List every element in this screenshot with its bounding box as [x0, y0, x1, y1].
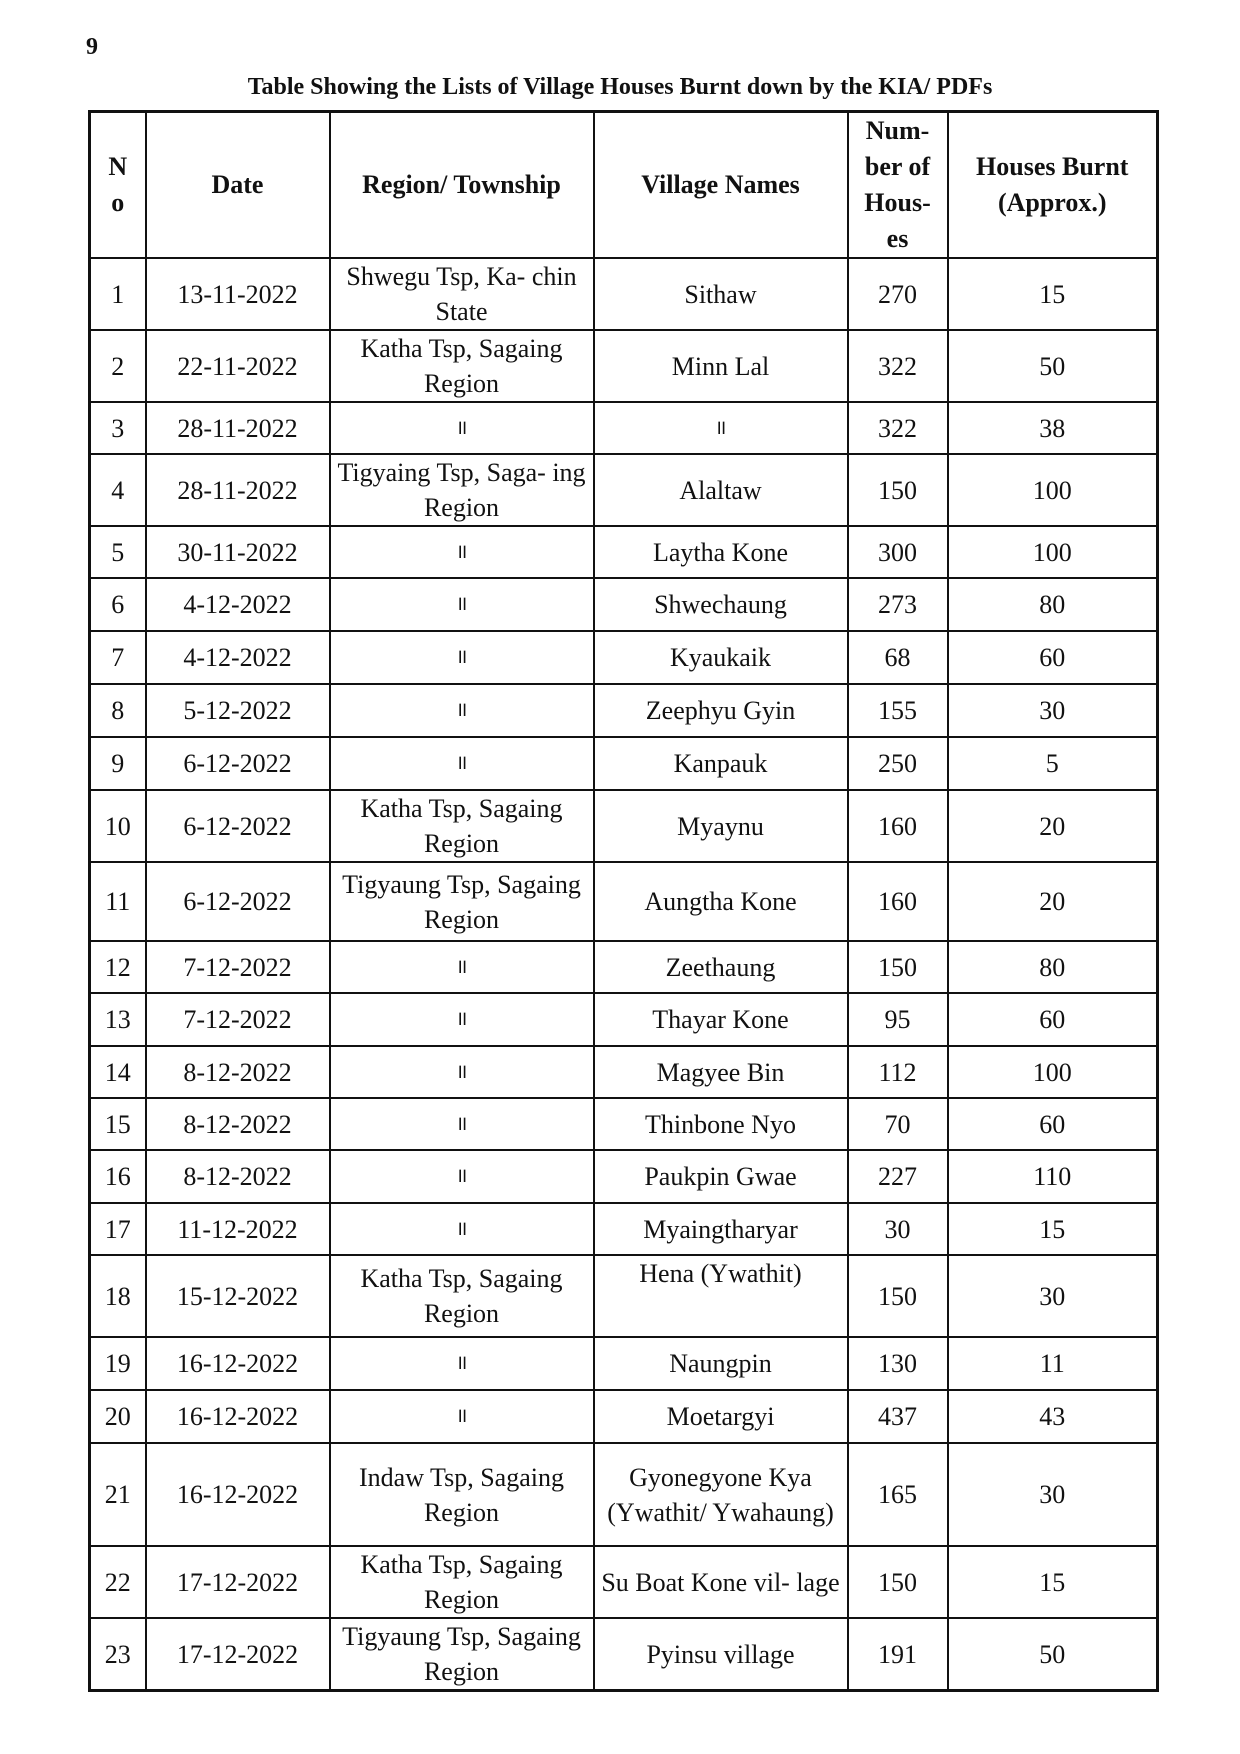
cell-no: 9: [90, 737, 146, 790]
cell-village-name: Paukpin Gwae: [594, 1150, 848, 1203]
cell-region-township: ॥: [330, 684, 594, 737]
cell-region-township: ॥: [330, 1390, 594, 1443]
cell-number-of-houses: 95: [848, 993, 948, 1046]
cell-date: 17-12-2022: [146, 1546, 330, 1618]
table-row: [90, 790, 1158, 862]
cell-village-name: Naungpin: [594, 1337, 848, 1390]
table-row: [90, 737, 1158, 790]
table-row: [90, 454, 1158, 526]
header-date: Date: [146, 112, 330, 259]
cell-houses-burnt: 110: [948, 1150, 1158, 1203]
table-row: [90, 1098, 1158, 1150]
cell-date: 6-12-2022: [146, 790, 330, 862]
cell-region-township: Katha Tsp, Sagaing Region: [330, 1546, 594, 1618]
cell-region-township: Katha Tsp, Sagaing Region: [330, 790, 594, 862]
cell-village-name: Minn Lal: [594, 330, 848, 402]
cell-number-of-houses: 155: [848, 684, 948, 737]
page-number: 9: [86, 34, 98, 60]
cell-houses-burnt: 20: [948, 862, 1158, 941]
cell-number-of-houses: 112: [848, 1046, 948, 1098]
cell-region-township: Tigyaung Tsp, Sagaing Region: [330, 1618, 594, 1691]
cell-no: 11: [90, 862, 146, 941]
cell-region-township: ॥: [330, 1098, 594, 1150]
cell-number-of-houses: 191: [848, 1618, 948, 1691]
cell-village-name: Pyinsu village: [594, 1618, 848, 1691]
cell-date: 8-12-2022: [146, 1150, 330, 1203]
cell-number-of-houses: 130: [848, 1337, 948, 1390]
cell-number-of-houses: 300: [848, 526, 948, 578]
cell-number-of-houses: 437: [848, 1390, 948, 1443]
table-row: [90, 1255, 1158, 1337]
cell-no: 1: [90, 258, 146, 330]
cell-number-of-houses: 150: [848, 454, 948, 526]
cell-date: 16-12-2022: [146, 1337, 330, 1390]
cell-houses-burnt: 20: [948, 790, 1158, 862]
cell-village-name: Kyaukaik: [594, 631, 848, 684]
header-region-township: Region/ Township: [330, 112, 594, 259]
table-row: [90, 578, 1158, 631]
header-no: N o: [90, 112, 146, 259]
cell-region-township: ॥: [330, 993, 594, 1046]
cell-no: 17: [90, 1203, 146, 1255]
cell-no: 10: [90, 790, 146, 862]
cell-village-name: Magyee Bin: [594, 1046, 848, 1098]
cell-houses-burnt: 50: [948, 330, 1158, 402]
cell-houses-burnt: 30: [948, 1443, 1158, 1546]
cell-date: 22-11-2022: [146, 330, 330, 402]
cell-village-name: Aungtha Kone: [594, 862, 848, 941]
cell-no: 15: [90, 1098, 146, 1150]
table-row: [90, 1390, 1158, 1443]
cell-houses-burnt: 15: [948, 1546, 1158, 1618]
cell-date: 15-12-2022: [146, 1255, 330, 1337]
cell-no: 2: [90, 330, 146, 402]
cell-date: 13-11-2022: [146, 258, 330, 330]
table-row: [90, 1046, 1158, 1098]
cell-region-township: ॥: [330, 1150, 594, 1203]
cell-region-township: Tigyaing Tsp, Saga- ing Region: [330, 454, 594, 526]
cell-houses-burnt: 100: [948, 1046, 1158, 1098]
cell-houses-burnt: 30: [948, 1255, 1158, 1337]
cell-no: 4: [90, 454, 146, 526]
cell-number-of-houses: 165: [848, 1443, 948, 1546]
table-row: [90, 684, 1158, 737]
table-row: [90, 862, 1158, 941]
cell-region-township: ॥: [330, 631, 594, 684]
cell-number-of-houses: 273: [848, 578, 948, 631]
cell-number-of-houses: 30: [848, 1203, 948, 1255]
cell-village-name: Thayar Kone: [594, 993, 848, 1046]
cell-date: 7-12-2022: [146, 993, 330, 1046]
cell-no: 5: [90, 526, 146, 578]
cell-no: 20: [90, 1390, 146, 1443]
table-row: [90, 993, 1158, 1046]
cell-houses-burnt: 60: [948, 993, 1158, 1046]
table-row: [90, 1337, 1158, 1390]
header-village-names: Village Names: [594, 112, 848, 259]
cell-no: 6: [90, 578, 146, 631]
cell-number-of-houses: 250: [848, 737, 948, 790]
cell-date: 16-12-2022: [146, 1390, 330, 1443]
cell-date: 7-12-2022: [146, 941, 330, 993]
cell-no: 16: [90, 1150, 146, 1203]
cell-village-name: Kanpauk: [594, 737, 848, 790]
cell-no: 7: [90, 631, 146, 684]
cell-region-township: ॥: [330, 737, 594, 790]
table-row: [90, 1443, 1158, 1546]
cell-village-name: Sithaw: [594, 258, 848, 330]
cell-village-name: Myaingtharyar: [594, 1203, 848, 1255]
cell-no: 12: [90, 941, 146, 993]
table-row: [90, 1203, 1158, 1255]
cell-number-of-houses: 150: [848, 1546, 948, 1618]
cell-region-township: Katha Tsp, Sagaing Region: [330, 330, 594, 402]
cell-houses-burnt: 60: [948, 1098, 1158, 1150]
table-row: [90, 1546, 1158, 1618]
cell-village-name: Laytha Kone: [594, 526, 848, 578]
table-row: [90, 402, 1158, 454]
table-row: [90, 258, 1158, 330]
cell-date: 4-12-2022: [146, 578, 330, 631]
cell-number-of-houses: 160: [848, 790, 948, 862]
cell-date: 11-12-2022: [146, 1203, 330, 1255]
cell-date: 8-12-2022: [146, 1046, 330, 1098]
cell-date: 6-12-2022: [146, 862, 330, 941]
cell-date: 16-12-2022: [146, 1443, 330, 1546]
cell-houses-burnt: 100: [948, 526, 1158, 578]
cell-number-of-houses: 68: [848, 631, 948, 684]
cell-number-of-houses: 227: [848, 1150, 948, 1203]
cell-houses-burnt: 30: [948, 684, 1158, 737]
cell-number-of-houses: 150: [848, 1255, 948, 1337]
cell-houses-burnt: 15: [948, 258, 1158, 330]
cell-village-name: Zeephyu Gyin: [594, 684, 848, 737]
cell-date: 28-11-2022: [146, 454, 330, 526]
cell-number-of-houses: 322: [848, 402, 948, 454]
cell-no: 23: [90, 1618, 146, 1691]
cell-houses-burnt: 38: [948, 402, 1158, 454]
cell-no: 13: [90, 993, 146, 1046]
cell-houses-burnt: 80: [948, 941, 1158, 993]
cell-village-name: Hena (Ywathit): [594, 1255, 848, 1337]
header-houses-burnt: Houses Burnt (Approx.): [948, 112, 1158, 259]
cell-region-township: ॥: [330, 1337, 594, 1390]
cell-number-of-houses: 322: [848, 330, 948, 402]
cell-village-name: Su Boat Kone vil- lage: [594, 1546, 848, 1618]
table-title: Table Showing the Lists of Village Houses Burnt down by the KIA/ PDFs: [247, 74, 993, 100]
cell-village-name: Myaynu: [594, 790, 848, 862]
cell-no: 22: [90, 1546, 146, 1618]
table-row: [90, 330, 1158, 402]
table-row: [90, 631, 1158, 684]
cell-houses-burnt: 5: [948, 737, 1158, 790]
cell-houses-burnt: 50: [948, 1618, 1158, 1691]
header-number-of-houses: Num- ber of Hous- es: [848, 112, 948, 259]
cell-village-name: Thinbone Nyo: [594, 1098, 848, 1150]
cell-region-township: ॥: [330, 941, 594, 993]
cell-village-name: ॥: [594, 402, 848, 454]
cell-houses-burnt: 80: [948, 578, 1158, 631]
cell-village-name: Shwechaung: [594, 578, 848, 631]
cell-village-name: Gyonegyone Kya (Ywathit/ Ywahaung): [594, 1443, 848, 1546]
table-row: [90, 941, 1158, 993]
cell-region-township: ॥: [330, 578, 594, 631]
cell-village-name: Zeethaung: [594, 941, 848, 993]
cell-houses-burnt: 60: [948, 631, 1158, 684]
cell-date: 5-12-2022: [146, 684, 330, 737]
cell-no: 8: [90, 684, 146, 737]
cell-no: 18: [90, 1255, 146, 1337]
cell-number-of-houses: 70: [848, 1098, 948, 1150]
cell-date: 4-12-2022: [146, 631, 330, 684]
table-row: [90, 1150, 1158, 1203]
cell-houses-burnt: 11: [948, 1337, 1158, 1390]
cell-date: 8-12-2022: [146, 1098, 330, 1150]
cell-region-township: Katha Tsp, Sagaing Region: [330, 1255, 594, 1337]
cell-region-township: ॥: [330, 1046, 594, 1098]
cell-houses-burnt: 15: [948, 1203, 1158, 1255]
cell-no: 21: [90, 1443, 146, 1546]
cell-region-township: Shwegu Tsp, Ka- chin State: [330, 258, 594, 330]
burnt-houses-table: [88, 110, 1159, 1692]
cell-region-township: Indaw Tsp, Sagaing Region: [330, 1443, 594, 1546]
table-row: [90, 526, 1158, 578]
cell-number-of-houses: 150: [848, 941, 948, 993]
cell-number-of-houses: 160: [848, 862, 948, 941]
cell-date: 6-12-2022: [146, 737, 330, 790]
header-row: [90, 112, 1158, 259]
cell-no: 3: [90, 402, 146, 454]
cell-houses-burnt: 43: [948, 1390, 1158, 1443]
cell-village-name: Moetargyi: [594, 1390, 848, 1443]
cell-no: 14: [90, 1046, 146, 1098]
cell-no: 19: [90, 1337, 146, 1390]
cell-region-township: Tigyaung Tsp, Sagaing Region: [330, 862, 594, 941]
cell-region-township: ॥: [330, 526, 594, 578]
cell-village-name: Alaltaw: [594, 454, 848, 526]
cell-houses-burnt: 100: [948, 454, 1158, 526]
cell-region-township: ॥: [330, 1203, 594, 1255]
cell-date: 17-12-2022: [146, 1618, 330, 1691]
table-row: [90, 1618, 1158, 1691]
cell-date: 28-11-2022: [146, 402, 330, 454]
cell-date: 30-11-2022: [146, 526, 330, 578]
cell-region-township: ॥: [330, 402, 594, 454]
cell-number-of-houses: 270: [848, 258, 948, 330]
